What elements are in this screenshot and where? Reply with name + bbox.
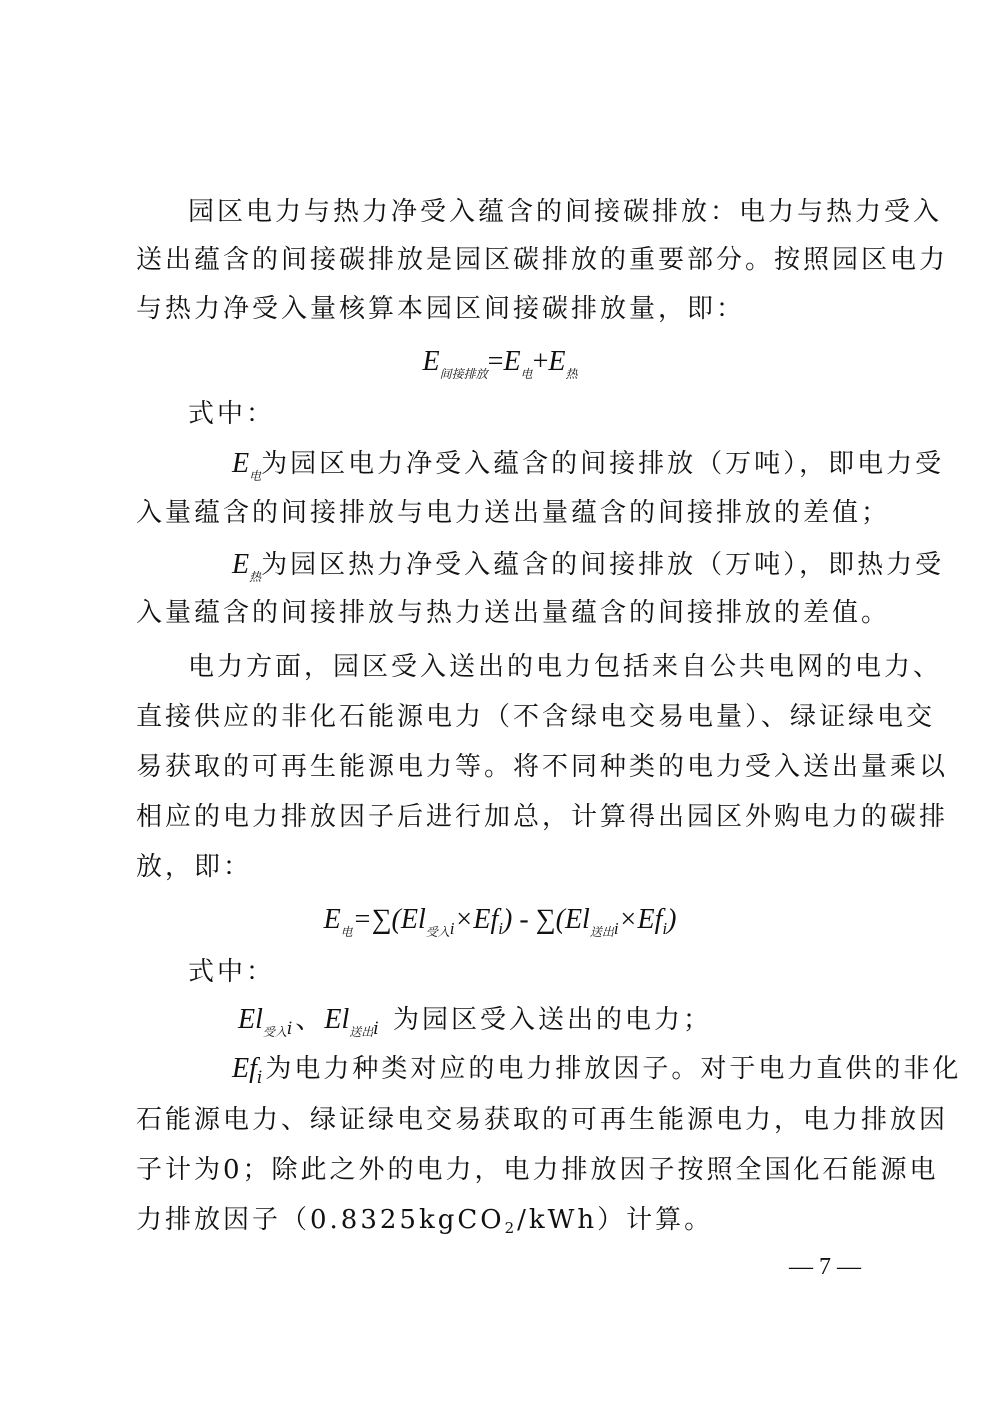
def-elec-line2: 入量蕴含的间接排放与电力送出量蕴含的间接排放的差值； (136, 498, 891, 528)
eq1-e: E (422, 346, 440, 377)
para2-line4: 相应的电力排放因子后进行加总，计算得出园区外购电力的碳排 (136, 802, 949, 832)
eq2-index4: i (662, 919, 668, 938)
def-ef-line4-sub: 2 (504, 1219, 518, 1237)
para1-line2: 送出蕴含的间接碳排放是园区碳排放的重要部分。按照园区电力 (136, 245, 949, 275)
where-label-2: 式中： (188, 957, 276, 987)
def-heat-line1 (232, 548, 945, 594)
def-ef-line4-b: /kWh）计算。 (517, 1205, 714, 1235)
para1-line1: 园区电力与热力净受入蕴含的间接碳排放：电力与热力受入 (188, 197, 943, 227)
def-ef-line2: 石能源电力、绿证绿电交易获取的可再生能源电力，电力排放因 (136, 1105, 949, 1135)
def-el-symbol1: El (238, 1004, 263, 1035)
def-elec-text: 为园区电力净受入蕴含的间接排放（万吨），即电力受 (261, 449, 945, 479)
def-ef-index: i (256, 1068, 266, 1088)
equation-indirect-emission (0, 345, 1000, 391)
def-elec-line1 (232, 447, 945, 493)
eq1-e2: E (503, 346, 521, 377)
eq1-sub-indirect: 间接排放 (439, 367, 488, 381)
eq1-equals: = (487, 346, 504, 377)
eq2-e: E (323, 904, 341, 935)
eq2-sum1: =∑(El (352, 904, 426, 935)
eq1-e3: E (548, 346, 566, 377)
eq2-index1: i (449, 919, 455, 938)
eq2-close: ) (667, 904, 677, 935)
eq2-times2: ×Ef (618, 904, 663, 935)
eq2-index2: i (498, 919, 504, 938)
eq1-sub-elec: 电 (520, 367, 533, 381)
para2-line5: 放，即： (136, 852, 253, 882)
page-number: — 7 — (789, 1254, 861, 1280)
eq2-sub-elec: 电 (340, 925, 353, 939)
def-el-sep: 、 (295, 1005, 325, 1035)
def-ef-line1 (232, 1052, 962, 1095)
eq2-mid: ) - ∑(El (503, 904, 590, 935)
def-el-index2: i (373, 1019, 382, 1039)
para2-line1: 电力方面，园区受入送出的电力包括来自公共电网的电力、 (188, 652, 943, 682)
def-el-index1: i (286, 1019, 296, 1039)
eq1-plus: + (532, 346, 549, 377)
def-el-symbol2: El (324, 1004, 350, 1035)
def-elec-sub: 电 (249, 469, 262, 483)
eq2-times1: ×Ef (454, 904, 499, 935)
def-ef-symbol: Ef (232, 1053, 257, 1084)
def-el-line (238, 1003, 878, 1049)
def-el-sub1: 受入 (262, 1025, 287, 1039)
para2-line3: 易获取的可再生能源电力等。将不同种类的电力受入送出量乘以 (136, 752, 949, 782)
def-heat-line2: 入量蕴含的间接排放与热力送出量蕴含的间接排放的差值。 (136, 598, 891, 628)
def-ef-line4-a: 力排放因子（0.8325kgCO (136, 1205, 505, 1235)
where-label: 式中： (188, 399, 276, 429)
para2-line2: 直接供应的非化石能源电力（不含绿电交易电量）、绿证绿电交 (136, 702, 936, 732)
def-ef-line3: 子计为0；除此之外的电力，电力排放因子按照全国化石能源电 (136, 1155, 939, 1185)
equation-electricity-emission (0, 903, 1000, 949)
eq2-sub-out: 送出 (589, 925, 614, 939)
def-elec-symbol: E (232, 448, 250, 479)
eq1-sub-heat: 热 (565, 367, 578, 381)
para1-line3: 与热力净受入量核算本园区间接碳排放量，即： (136, 294, 746, 324)
eq2-sub-in: 受入 (425, 925, 450, 939)
def-heat-sub: 热 (249, 570, 262, 584)
def-heat-symbol: E (232, 549, 250, 580)
def-el-sub2: 送出 (349, 1025, 374, 1039)
def-ef-line4 (136, 1203, 878, 1245)
eq2-index3: i (613, 919, 619, 938)
def-heat-text: 为园区热力净受入蕴含的间接排放（万吨），即热力受 (261, 550, 945, 580)
def-el-text: 为园区受入送出的电力； (381, 1005, 712, 1035)
def-ef-text: 为电力种类对应的电力排放因子。对于电力直供的非化 (265, 1054, 962, 1084)
